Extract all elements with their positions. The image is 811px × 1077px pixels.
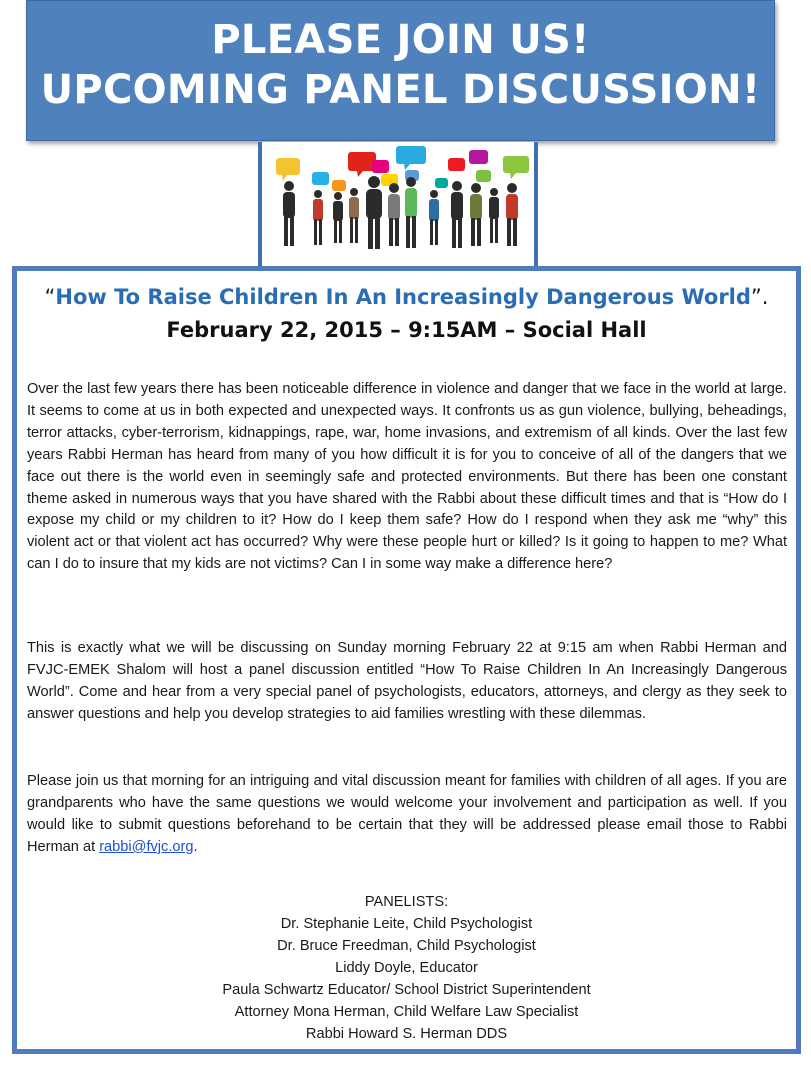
people-silhouettes (283, 176, 518, 249)
people-talking-image (258, 142, 538, 266)
event-title-line (17, 285, 796, 309)
close-quote: ”. (750, 285, 769, 309)
details-paragraph: This is exactly what we will be discussing on Sunday morning February 22 at 9:15 am when Rabbi Herman and FVJC-EMEK Shalom will host a panel discussion entitled “How To Raise Children In An Increasingly Dangerous World”. Come and hear from a very special panel of psychologists, educators, attorneys, and clergy as they seek to answer questions and help you develop strategies to aid families wrestling with these dilemmas. (27, 640, 787, 722)
speech-bubbles (276, 146, 529, 191)
banner-line-2: UPCOMING PANEL DISCUSSION! (40, 67, 761, 113)
panelists-list (17, 891, 796, 1045)
panelist-item: Dr. Stephanie Leite, Child Psychologist (280, 916, 533, 932)
event-title: How To Raise Children In An Increasingly Dangerous World (55, 285, 751, 309)
email-link[interactable]: rabbi@fvjc.org (99, 838, 194, 855)
invitation-end: . (193, 838, 198, 855)
header-banner (26, 0, 775, 141)
intro-paragraph: Over the last few years there has been noticeable difference in violence and danger that we face in the world at large. It seems to come at us in both expected and unexpected ways. It confronts us as gun violence, bullying, beheadings, terror attacks, cyber-terrorism, kidnappings, rape, war, home invasions, and extremism of all kinds. Over the last few years Rabbi Herman has heard from many of you how difficult it is for you to conceive of all of the dangers that we face out there is the world even in seemingly safe and protected environments. But there has been one constant theme asked in numerous ways that you have shared with the Rabbi about these difficult times and that is “How do I expose my child or my children to it? How do I keep them safe? How do I respond when they ask me “why” this violent act or that violent act has occurred? Why were these people hurt or killed? Is it going to happen to me? What can I do to insure that my kids are not victims? Can I in some way make a difference here? (27, 381, 787, 573)
people-talking-speech-bubbles-illustration (262, 142, 534, 266)
panelist-item: Attorney Mona Herman, Child Welfare Law Specialist (234, 1004, 579, 1020)
open-quote: “ (44, 285, 56, 309)
panelist-item: Liddy Doyle, Educator (335, 960, 478, 976)
event-date-line: February 22, 2015 – 9:15AM – Social Hall (166, 318, 647, 342)
invitation-paragraph (27, 771, 787, 859)
panelist-item: Rabbi Howard S. Herman DDS (305, 1026, 508, 1042)
invitation-text: Please join us that morning for an intriguing and vital discussion meant for families with children of all ages. If you are grandparents who have the same questions we would welcome your involvement and participation as well. If you would like to submit questions beforehand to be certain that they will be addressed please email those to Rabbi Herman at (27, 773, 787, 855)
panelist-item: Dr. Bruce Freedman, Child Psychologist (277, 938, 536, 954)
panelists-heading: PANELISTS: (364, 894, 449, 910)
event-details-card (12, 266, 801, 1054)
panelist-item: Paula Schwartz Educator/ School District Superintendent (222, 982, 591, 998)
banner-line-1: PLEASE JOIN US! (211, 17, 590, 63)
